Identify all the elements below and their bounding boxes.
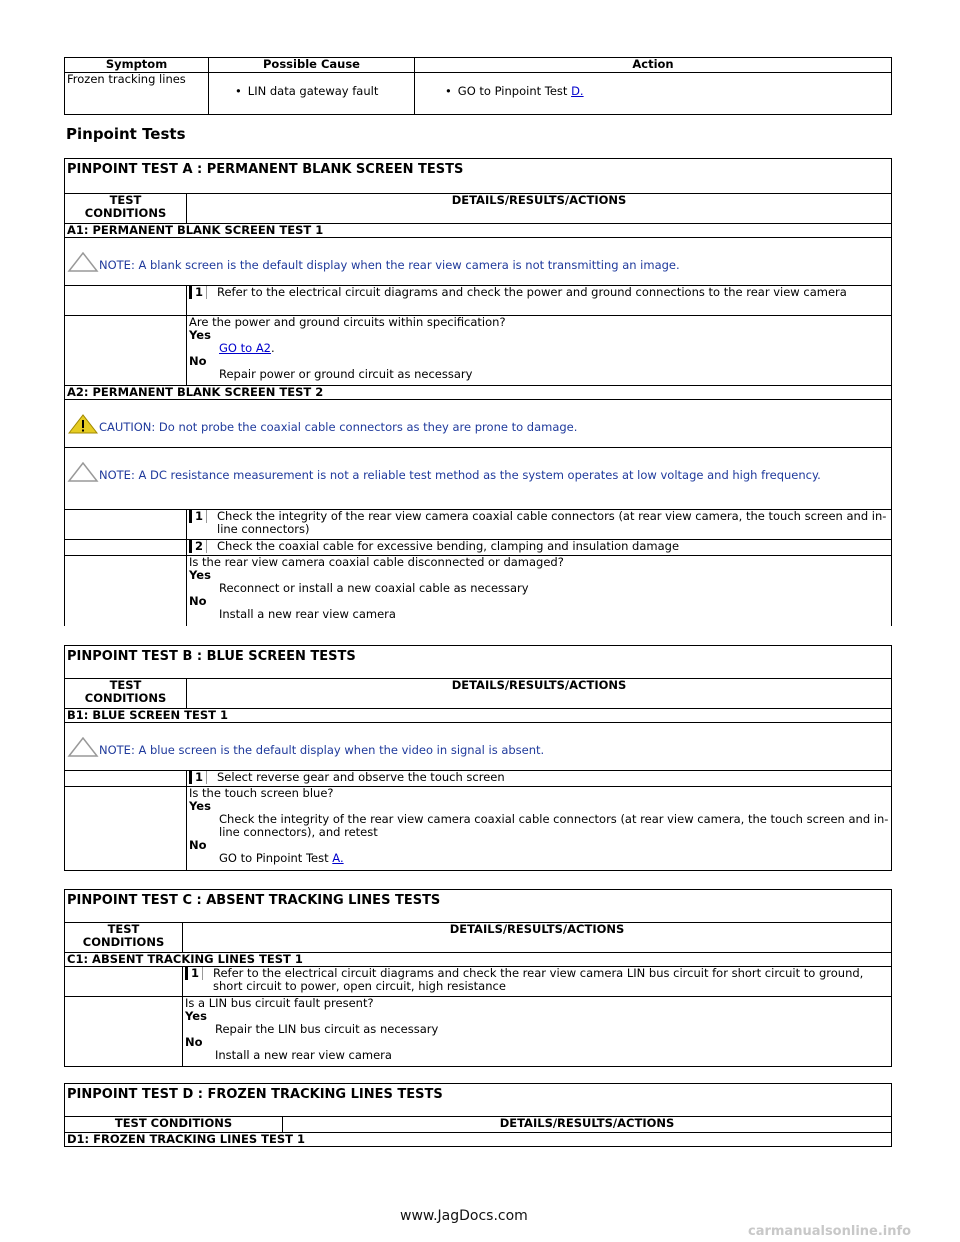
a2-caution-row [65,400,892,448]
test-b-table [64,645,892,871]
b1-step1-cond [65,771,187,787]
c1-step1-text: Refer to the electrical circuit diagrams and check the rear view camera LIN bus circuit for short circuit to ground, short circuit to power, open circuit, high resistance [213,966,864,993]
b1-title: B1: BLUE SCREEN TEST 1 [65,709,892,723]
a1-yes-suffix: . [271,341,275,355]
b1-question: Is the touch screen blue? [189,786,334,800]
note-icon [67,737,99,757]
cause-cell [209,73,415,115]
test-d-table [64,1083,892,1147]
a1-step1-num: 1 [189,286,207,299]
caution-icon [67,414,99,434]
c1-question: Is a LIN bus circuit fault present? [185,996,374,1010]
a1-step1-text: Refer to the electrical circuit diagrams and check the power and ground connections to the rear view camera [217,285,847,299]
c1-step1-cond [65,967,183,997]
test-c-col1: TEST CONDITIONS [65,923,183,953]
a2-yes-label: Yes [189,568,211,582]
b1-step1-text: Select reverse gear and observe the touch screen [217,770,505,784]
pinpoint-a-link[interactable]: A. [332,851,344,865]
symptom-header: Symptom [65,58,209,73]
b1-note: NOTE: A blue screen is the default display when the video in signal is absent. [99,743,545,757]
b1-question-cell [187,787,892,871]
a2-note-row [65,448,892,510]
c1-no-label: No [185,1035,203,1049]
b1-no-action [189,852,889,865]
a2-question-cond [65,556,187,626]
d1-title: D1: FROZEN TRACKING LINES TEST 1 [65,1133,892,1147]
a1-yes-action [189,342,889,355]
test-d-title: PINPOINT TEST D : FROZEN TRACKING LINES TESTS [65,1084,892,1117]
action-header: Action [415,58,892,73]
test-a-title: PINPOINT TEST A : PERMANENT BLANK SCREEN TESTS [65,159,892,194]
b1-no-prefix: GO to Pinpoint Test [219,851,333,865]
a2-step2-text: Check the coaxial cable for excessive bending, clamping and insulation damage [217,539,680,553]
a2-title: A2: PERMANENT BLANK SCREEN TEST 2 [65,386,892,400]
pinpoint-d-link[interactable]: D. [571,84,584,98]
a2-step1-text: Check the integrity of the rear view camera coaxial cable connectors (at rear view camera, the touch screen and in-line connectors) [217,509,887,536]
a2-step2-row [187,540,892,556]
a2-note: NOTE: A DC resistance measurement is not a reliable test method as the system operates at low voltage and high frequency. [99,468,821,482]
c1-no-action: Install a new rear view camera [215,1048,392,1062]
a2-step2-num: 2 [189,540,207,553]
symptom-cell: Frozen tracking lines [65,73,209,115]
test-a-col1: TEST CONDITIONS [65,194,187,224]
c1-question-cell [183,997,892,1067]
b1-step1-num: 1 [189,771,207,784]
b1-note-row [65,723,892,771]
symptom-table [64,57,892,115]
footer-url: www.JagDocs.com [400,1208,528,1224]
c1-yes-label: Yes [185,1009,207,1023]
cause-text: • LIN data gateway fault [235,85,378,98]
a2-question: Is the rear view camera coaxial cable disconnected or damaged? [189,555,564,569]
a2-yes-action: Reconnect or install a new coaxial cable as necessary [219,581,529,595]
a1-title: A1: PERMANENT BLANK SCREEN TEST 1 [65,224,892,238]
action-cell [415,73,892,115]
go-to-a2-link[interactable]: GO to A2 [219,341,272,355]
a1-step1-row [187,286,892,316]
c1-question-cond [65,997,183,1067]
test-c-title: PINPOINT TEST C : ABSENT TRACKING LINES TESTS [65,890,892,923]
a1-note: NOTE: A blank screen is the default display when the rear view camera is not transmitting an image. [99,258,680,272]
a1-question-cell [187,316,892,386]
a1-note-row [65,238,892,286]
a2-no-action: Install a new rear view camera [219,607,396,621]
section-title: Pinpoint Tests [66,125,186,143]
test-d-col2: DETAILS/RESULTS/ACTIONS [283,1117,892,1133]
a2-question-cell [187,556,892,626]
a2-step1-cond [65,510,187,540]
a2-step1-row [187,510,892,540]
note-icon [67,462,99,482]
a1-no-label: No [189,354,207,368]
a1-step1-cond [65,286,187,316]
cause-header: Possible Cause [209,58,415,73]
a2-step2-cond [65,540,187,556]
c1-step1-num: 1 [185,967,203,980]
c1-yes-action: Repair the LIN bus circuit as necessary [215,1022,439,1036]
note-icon [67,252,99,272]
watermark: carmanualsonline.info [748,1224,912,1239]
a1-yes-label: Yes [189,328,211,342]
b1-no-label: No [189,838,207,852]
a2-step1-num: 1 [189,510,207,523]
b1-step1-row [187,771,892,787]
c1-step1-row [183,967,892,997]
test-c-col2: DETAILS/RESULTS/ACTIONS [183,923,892,953]
b1-yes-label: Yes [189,799,211,813]
test-b-col2: DETAILS/RESULTS/ACTIONS [187,679,892,709]
test-b-title: PINPOINT TEST B : BLUE SCREEN TESTS [65,646,892,679]
test-d-col1: TEST CONDITIONS [65,1117,283,1133]
test-b-col1: TEST CONDITIONS [65,679,187,709]
a1-no-action: Repair power or ground circuit as necessary [219,367,473,381]
test-c-table [64,889,892,1067]
a2-caution: CAUTION: Do not probe the coaxial cable connectors as they are prone to damage. [99,420,578,434]
a2-no-label: No [189,594,207,608]
c1-title: C1: ABSENT TRACKING LINES TEST 1 [65,953,892,967]
test-a-col2: DETAILS/RESULTS/ACTIONS [187,194,892,224]
action-prefix: GO to Pinpoint Test [457,84,572,98]
test-a-table [64,158,892,626]
b1-yes-action: Check the integrity of the rear view camera coaxial cable connectors (at rear view camera, the touch screen and in-line connectors), and retest [219,812,889,839]
action-text [445,85,584,98]
a1-question: Are the power and ground circuits within specification? [189,315,506,329]
b1-question-cond [65,787,187,871]
a1-question-cond [65,316,187,386]
